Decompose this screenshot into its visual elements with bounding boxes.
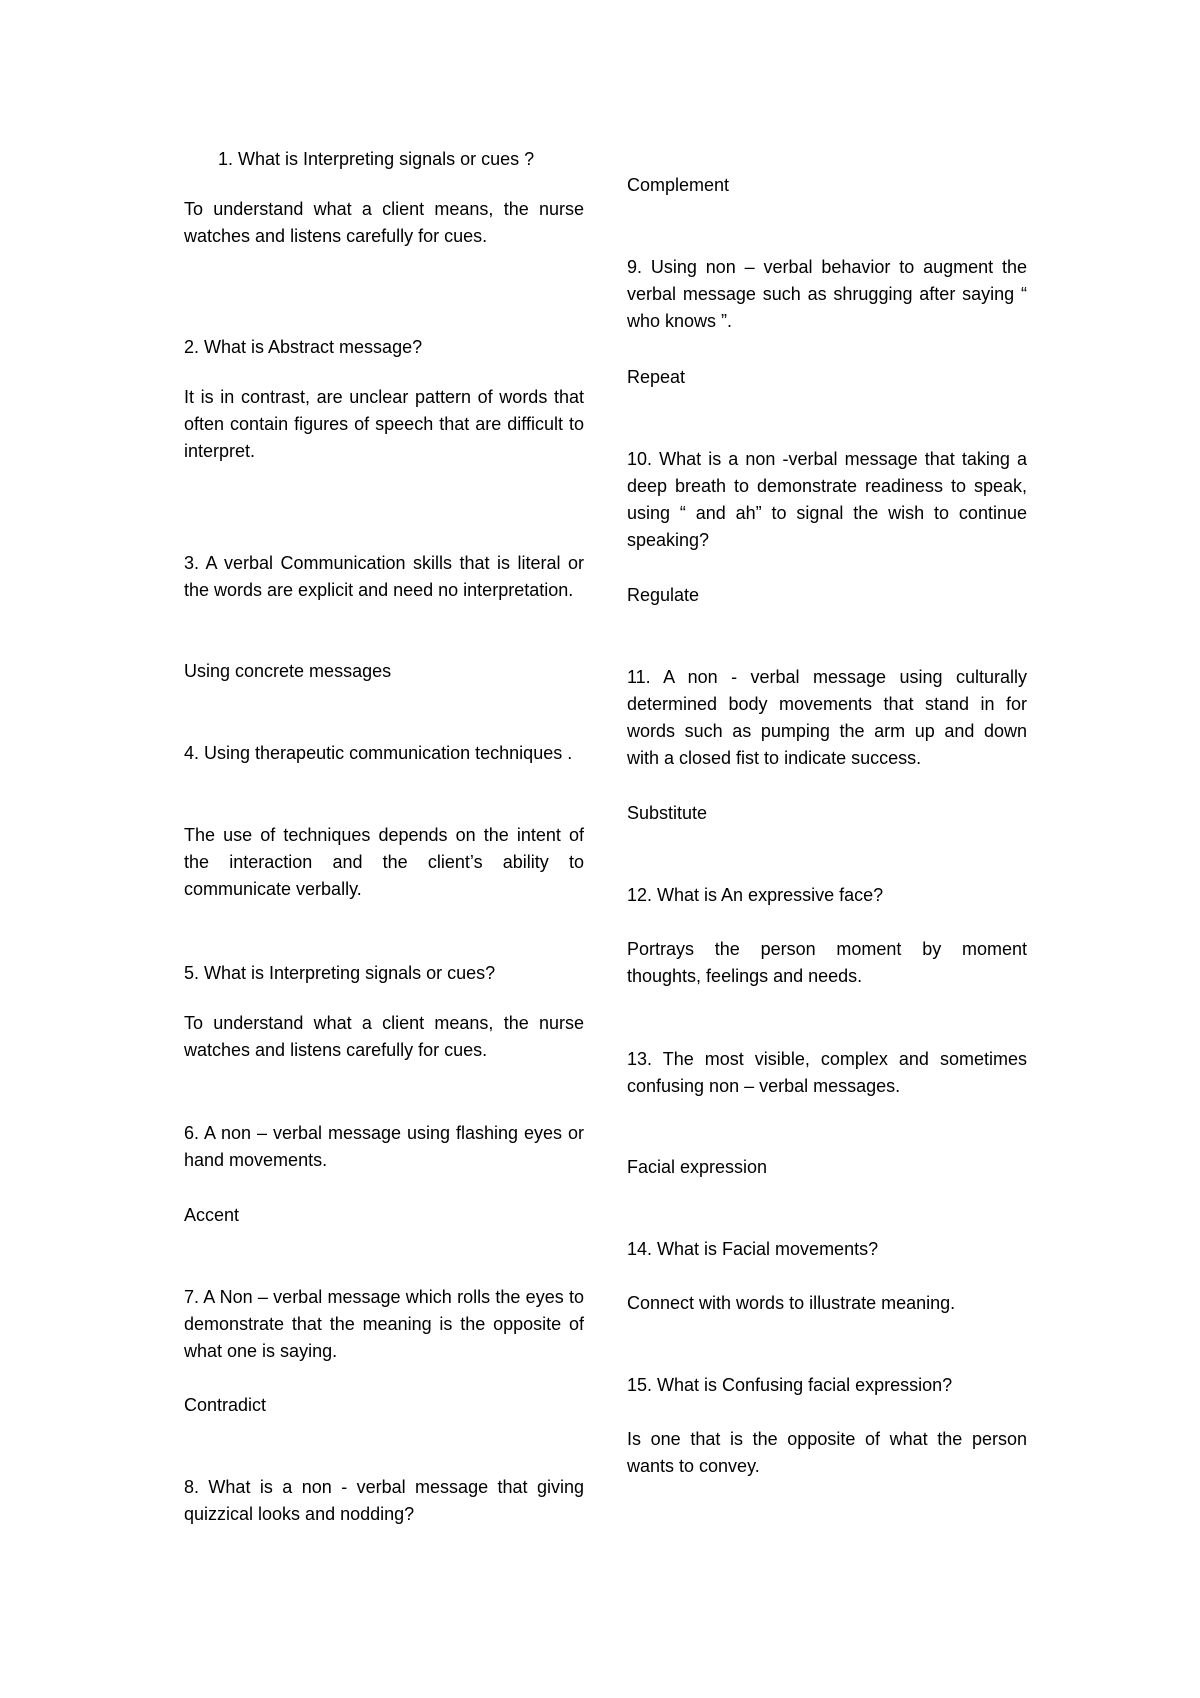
answer-3: Using concrete messages: [184, 661, 392, 681]
question-12: 12. What is An expressive face?: [627, 885, 884, 905]
answer-7: Contradict: [184, 1395, 267, 1415]
answer-1: To understand what a client means, the nurse watches and listens carefully for cues.: [184, 199, 584, 246]
question-3: 3. A verbal Communication skills that is literal or the words are explicit and need no interpretation.: [184, 553, 584, 600]
question-2: 2. What is Abstract message?: [184, 337, 423, 357]
answer-2: It is in contrast, are unclear pattern of words that often contain figures of speech that are difficult to interpret.: [184, 387, 584, 461]
question-11: 11. A non - verbal message using culturally determined body movements that stand in for words such as pumping the arm up and down with a closed fist to indicate success.: [627, 667, 1027, 768]
answer-5: To understand what a client means, the nurse watches and listens carefully for cues.: [184, 1013, 584, 1060]
answer-14: Connect with words to illustrate meaning.: [627, 1293, 956, 1313]
question-7: 7. A Non – verbal message which rolls the eyes to demonstrate that the meaning is the opposite of what one is saying.: [184, 1287, 584, 1361]
answer-13: Facial expression: [627, 1157, 768, 1177]
answer-11: Substitute: [627, 803, 708, 823]
question-14: 14. What is Facial movements?: [627, 1239, 879, 1259]
question-13: 13. The most visible, complex and sometimes confusing non – verbal messages.: [627, 1049, 1027, 1096]
question-15: 15. What is Confusing facial expression?: [627, 1375, 953, 1395]
question-1: 1. What is Interpreting signals or cues ?: [218, 149, 535, 169]
question-5: 5. What is Interpreting signals or cues?: [184, 963, 496, 983]
question-4: 4. Using therapeutic communication techniques .: [184, 743, 573, 763]
answer-10: Regulate: [627, 585, 700, 605]
question-10: 10. What is a non -verbal message that taking a deep breath to demonstrate readiness to speak, using “ and ah” to signal the wish to continue speaking?: [627, 449, 1027, 550]
answer-6: Accent: [184, 1205, 240, 1225]
question-9: 9. Using non – verbal behavior to augment the verbal message such as shrugging after saying “ who knows ”.: [627, 257, 1027, 331]
question-8: 8. What is a non - verbal message that giving quizzical looks and nodding?: [184, 1477, 584, 1524]
answer-9: Repeat: [627, 367, 686, 387]
answer-4: The use of techniques depends on the intent of the interaction and the client’s ability to communicate verbally.: [184, 825, 584, 899]
answer-15: Is one that is the opposite of what the person wants to convey.: [627, 1429, 1027, 1476]
answer-8: Complement: [627, 175, 730, 195]
question-6: 6. A non – verbal message using flashing eyes or hand movements.: [184, 1123, 584, 1170]
answer-12: Portrays the person moment by moment thoughts, feelings and needs.: [627, 939, 1027, 986]
